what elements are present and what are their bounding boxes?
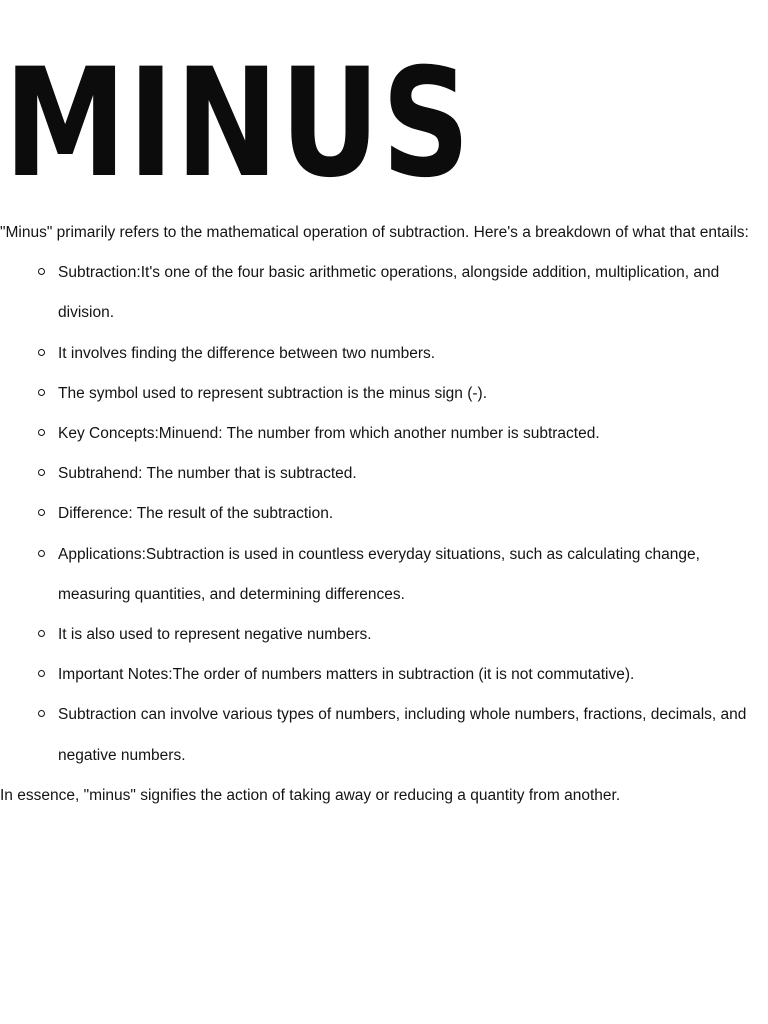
- list-item-text: The symbol used to represent subtraction is the minus sign (-).: [58, 384, 488, 402]
- list-item-text: Difference: The result of the subtraction.: [58, 505, 334, 523]
- page-title: MINUS: [4, 37, 472, 211]
- intro-paragraph: "Minus" primarily refers to the mathematical operation of subtraction. Here's a breakdown of what that entails:: [0, 224, 749, 241]
- hollow-circle-bullet-icon: [38, 509, 45, 516]
- list-item: [58, 494, 762, 534]
- hollow-circle-bullet-icon: [38, 550, 45, 557]
- list-item-text: Applications:Subtraction is used in countless everyday situations, such as calculating change, measuring quantities, and determining differences.: [58, 545, 700, 603]
- hollow-circle-bullet-icon: [38, 710, 45, 717]
- document-body: [0, 213, 762, 816]
- hollow-circle-bullet-icon: [38, 349, 45, 356]
- hollow-circle-bullet-icon: [38, 429, 45, 436]
- list-item: [58, 454, 762, 494]
- list-item: [58, 414, 762, 454]
- list-item-text: Subtrahend: The number that is subtracted.: [58, 465, 357, 483]
- conclusion-paragraph: In essence, "minus" signifies the action of taking away or reducing a quantity from another.: [0, 786, 621, 804]
- list-item: [58, 334, 762, 374]
- hollow-circle-bullet-icon: [38, 389, 45, 396]
- hollow-circle-bullet-icon: [38, 630, 45, 637]
- hollow-circle-bullet-icon: [38, 670, 45, 677]
- list-item: [58, 695, 762, 775]
- hollow-circle-bullet-icon: [38, 268, 45, 275]
- list-item: [58, 655, 762, 695]
- bullet-list: [0, 253, 762, 776]
- list-item: [58, 615, 762, 655]
- hollow-circle-bullet-icon: [38, 469, 45, 476]
- list-item-text: Subtraction:It's one of the four basic arithmetic operations, alongside addition, multiplication, and division.: [58, 264, 720, 322]
- list-item-text: It involves finding the difference between two numbers.: [58, 344, 436, 362]
- list-item-text: Important Notes:The order of numbers matters in subtraction (it is not commutative).: [58, 666, 635, 684]
- list-item: [58, 535, 762, 615]
- list-item: [58, 253, 762, 333]
- list-item: [58, 374, 762, 414]
- list-item-text: Subtraction can involve various types of numbers, including whole numbers, fractions, decimals, and negative numbers.: [58, 706, 747, 764]
- list-item-text: Key Concepts:Minuend: The number from which another number is subtracted.: [58, 425, 600, 443]
- list-item-text: It is also used to represent negative numbers.: [58, 626, 372, 644]
